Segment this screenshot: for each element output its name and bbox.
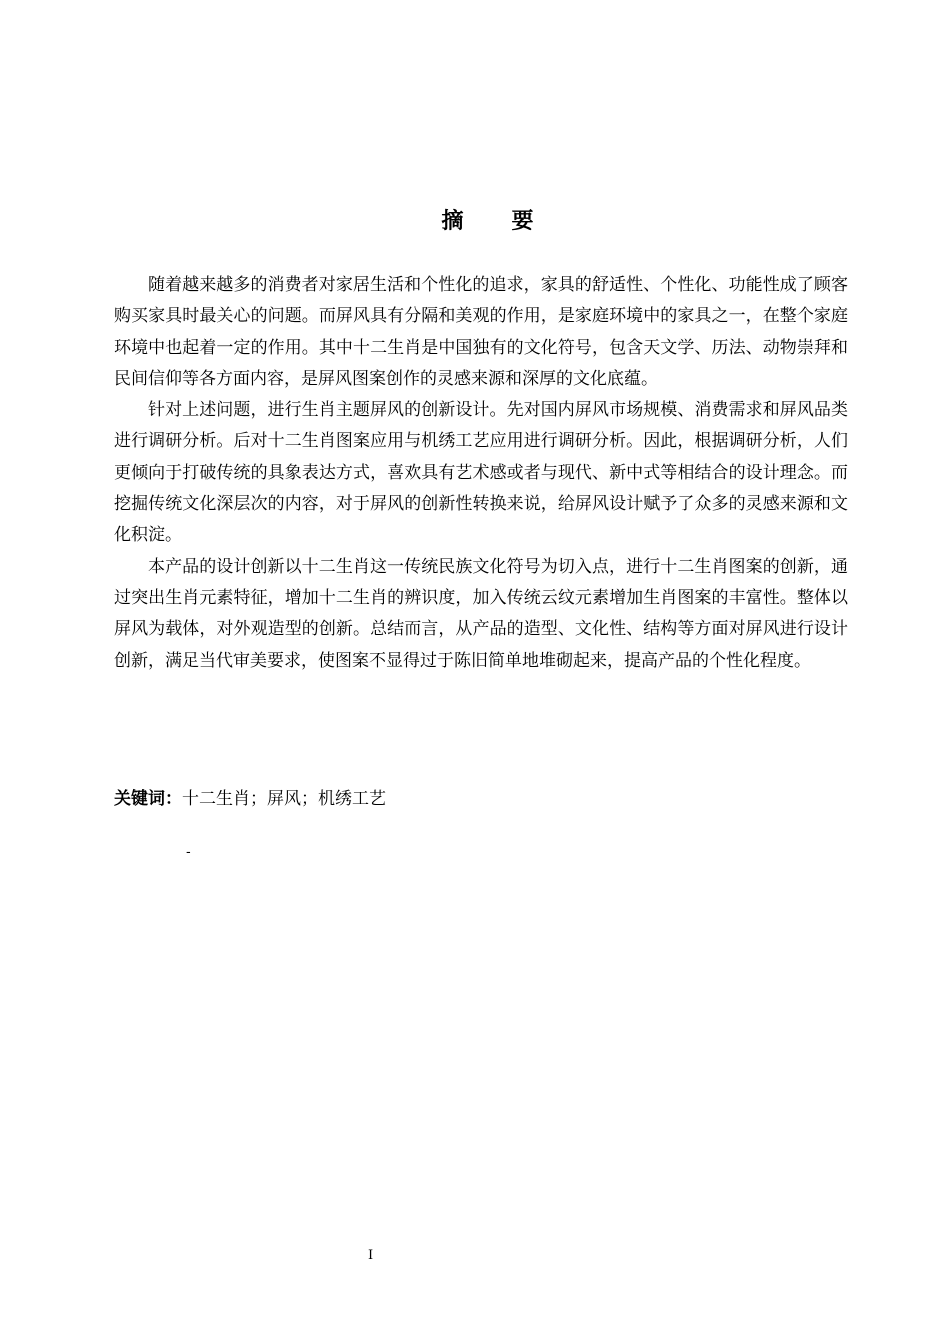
abstract-paragraph-2: 针对上述问题，进行生肖主题屏风的创新设计。先对国内屏风市场规模、消费需求和屏风品类进行调研分析。后对十二生肖图案应用与机绣工艺应用进行调研分析。因此，根据调研分析，人们更倾向于打破传统的具象表达方式，喜欢具有艺术感或者与现代、新中式等相结合的设计理念。而挖掘传统文化深层次的内容，对于屏风的创新性转换来说，给屏风设计赋予了众多的灵感来源和文化积淀。 [114, 400, 848, 546]
abstract-paragraph-3: 本产品的设计创新以十二生肖这一传统民族文化符号为切入点，进行十二生肖图案的创新，通过突出生肖元素特征，增加十二生肖的辨识度，加入传统云纹元素增加生肖图案的丰富性。整体以屏风为载体，对外观造型的创新。总结而言，从产品的造型、文化性、结构等方面对屏风进行设计创新，满足当代审美要求，使图案不显得过于陈旧简单地堆砌起来，提高产品的个性化程度。 [114, 556, 848, 671]
abstract-body [114, 270, 848, 677]
title-char-1: 摘 [441, 209, 464, 234]
keywords-label: 关键词： [114, 789, 182, 809]
keywords-text: 十二生肖；屏风；机绣工艺 [182, 789, 386, 809]
stray-dash-mark: - [186, 845, 191, 860]
keywords-line [114, 784, 848, 814]
abstract-paragraph-1: 随着越来越多的消费者对家居生活和个性化的追求，家具的舒适性、个性化、功能性成了顾客购买家具时最关心的问题。而屏风具有分隔和美观的作用，是家庭环境中的家具之一，在整个家庭环境中也起着一定的作用。其中十二生肖是中国独有的文化符号，包含天文学、历法、动物崇拜和民间信仰等各方面内容，是屏风图案创作的灵感来源和深厚的文化底蕴。 [114, 275, 848, 389]
title-char-2: 要 [511, 209, 534, 234]
abstract-title [0, 205, 950, 239]
page-number: I [368, 1248, 374, 1263]
